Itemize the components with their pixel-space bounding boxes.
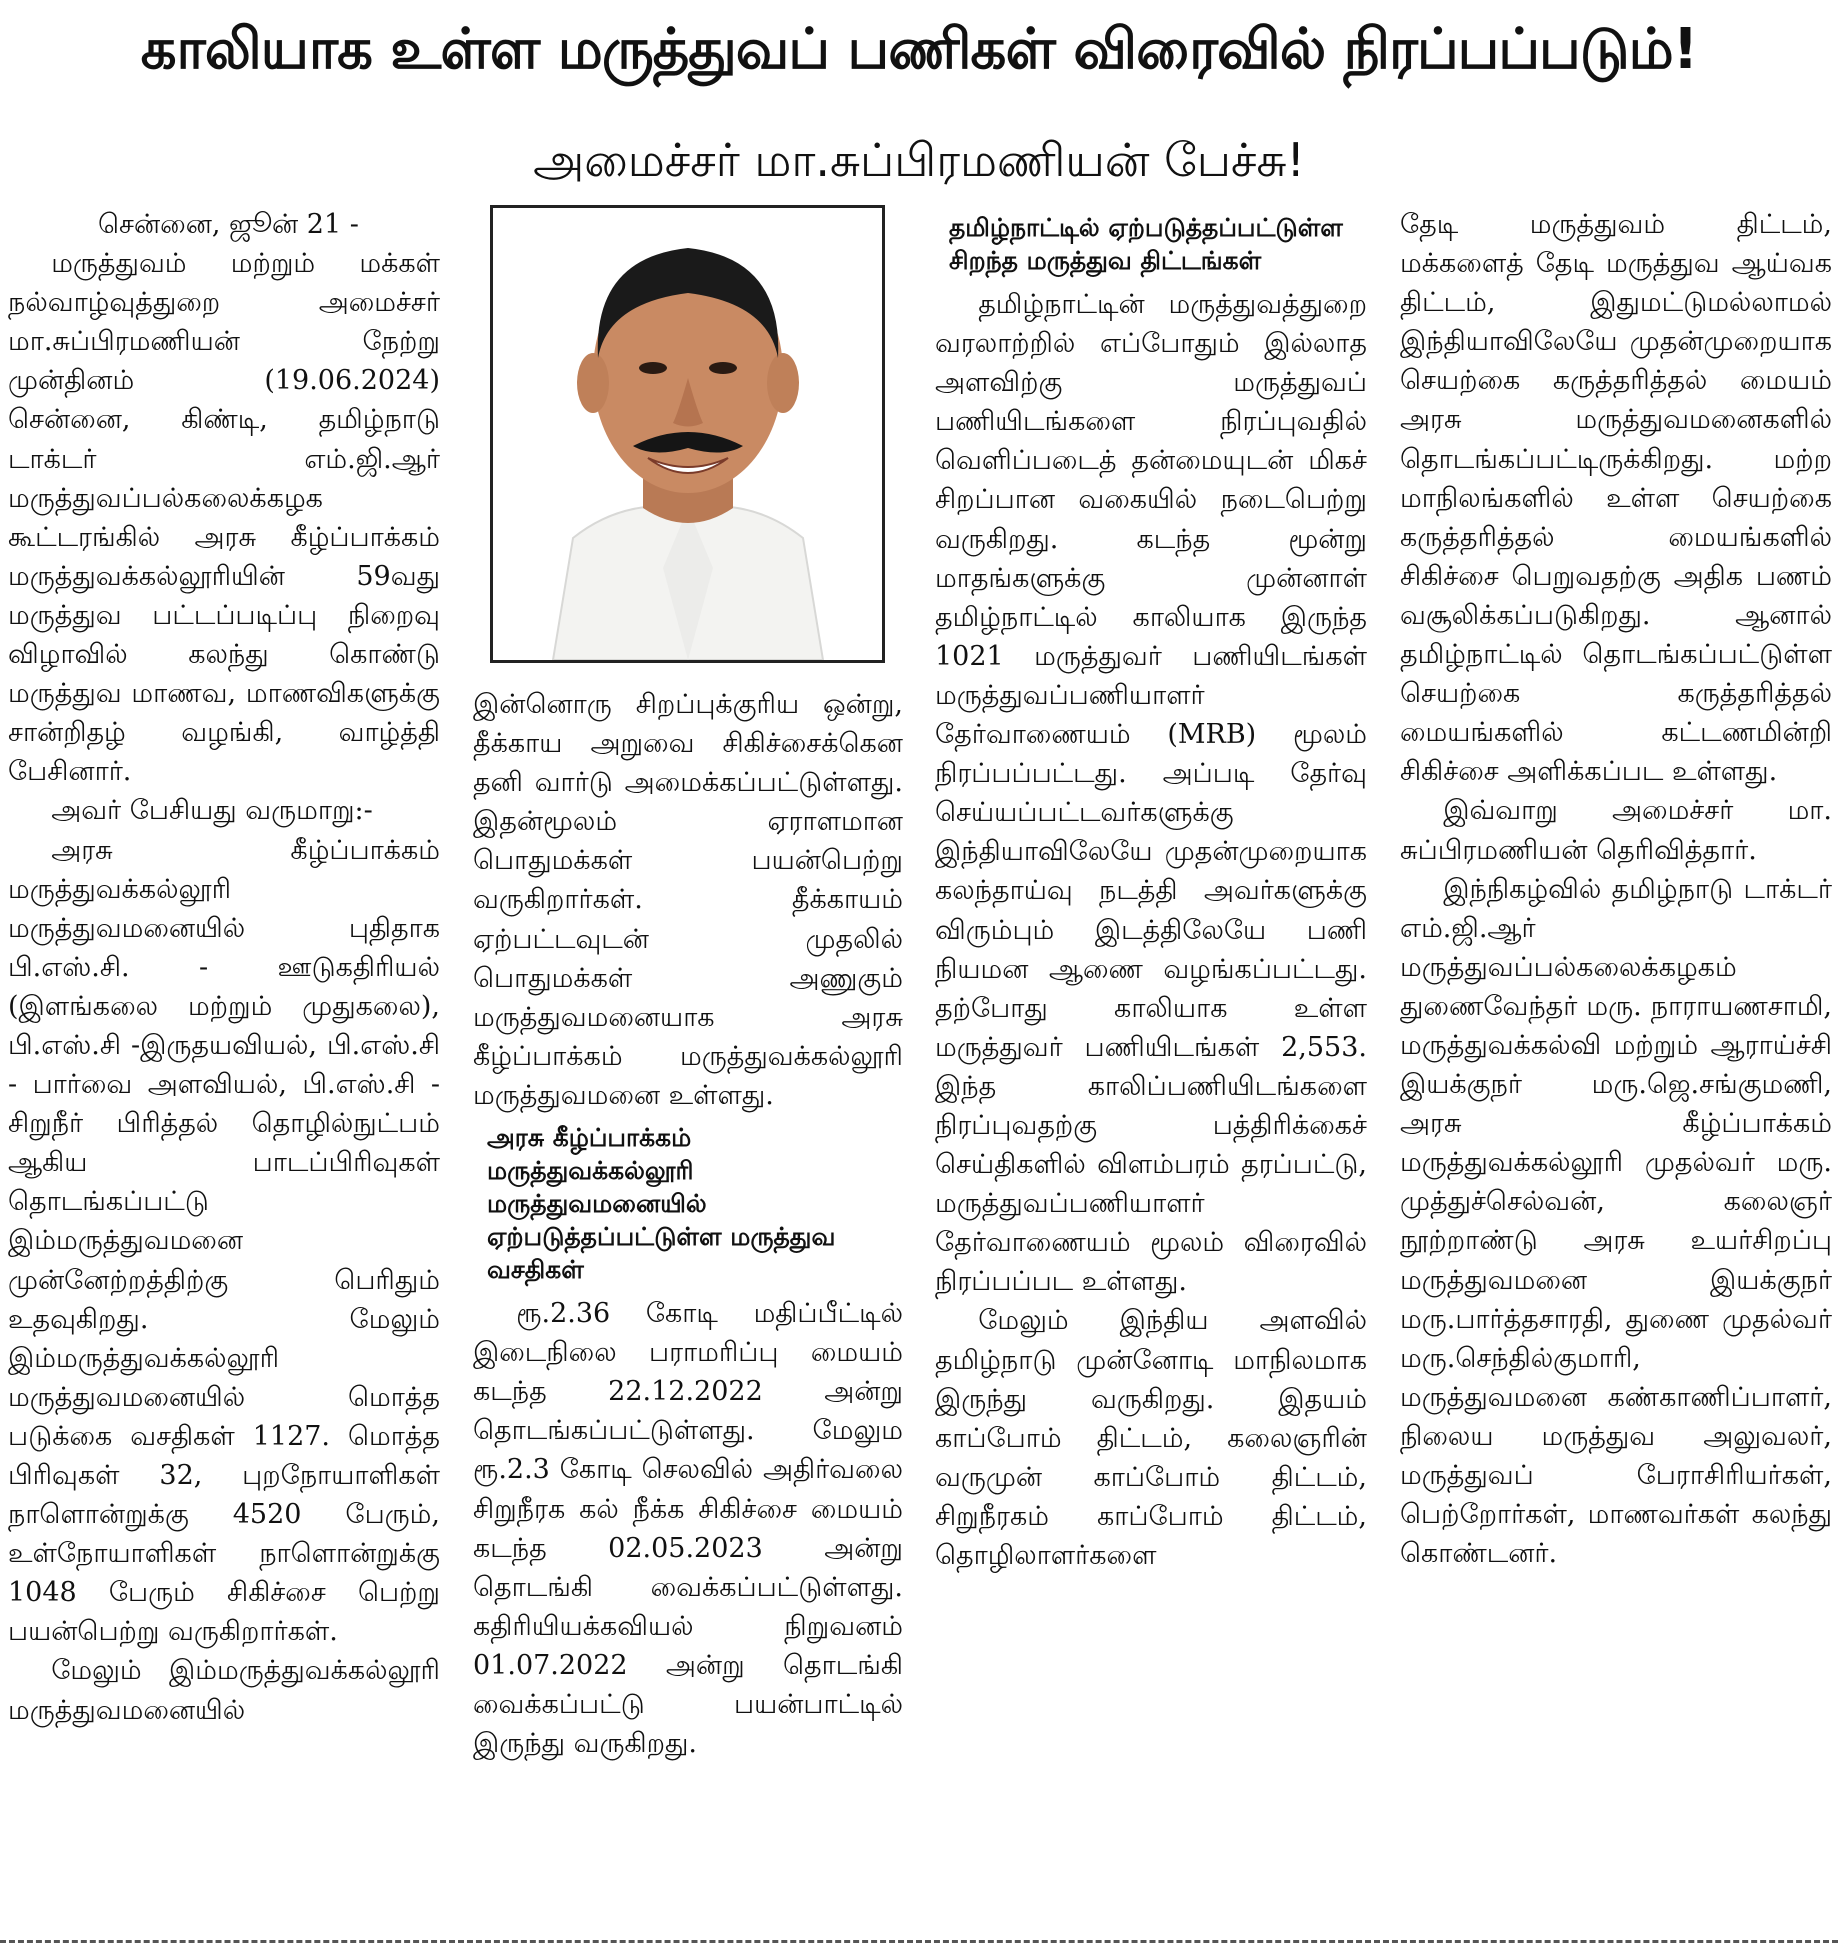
paragraph: அரசு கீழ்ப்பாக்கம் மருத்துவக்கல்லூரி மருத்துவமனையில் புதிதாக பி.எஸ்.சி. - ஊடுகதிரியல் (இளங்கலை மற்றும் முதுகலை), பி.எஸ்.சி -இருதயவியல், பி.எஸ்.சி - பார்வை அளவியல், பி.எஸ்.சி - சிறுநீர் பிரித்தல் தொழில்நுட்பம் ஆகிய பாடப்பிரிவுகள் தொடங்கப்பட்டு இம்மருத்துவமனை முன்னேற்றத்திற்கு பெரிதும் உதவுகிறது. மேலும் இம்மருத்துவக்கல்லூரி மருத்துவமனையில் மொத்த படுக்கை வசதிகள் 1127. மொத்த பிரிவுகள் 32, புறநோயாளிகள் நாளொன்றுக்கு 4520 பேரும், உள்நோயாளிகள் நாளொன்றுக்கு 1048 பேரும் சிகிச்சை பெற்று பயன்பெற்று வருகிறார்கள். <box>8 834 440 1648</box>
minister-photo <box>490 205 885 663</box>
paragraph: இந்நிகழ்வில் தமிழ்நாடு டாக்டர் எம்.ஜி.ஆர் மருத்துவப்பல்கலைக்கழகம் துணைவேந்தர் மரு. நாராயணசாமி, மருத்துவக்கல்வி மற்றும் ஆராய்ச்சி இயக்குநர் மரு.ஜெ.சங்குமணி, அரசு கீழ்ப்பாக்கம் மருத்துவக்கல்லூரி முதல்வர் மரு. முத்துச்செல்வன், கலைஞர் நூற்றாண்டு அரசு உயர்சிறப்பு மருத்துவமனை இயக்குநர் மரு.பார்த்தசாரதி, துணை முதல்வர் மரு.செந்தில்குமாரி, மருத்துவமனை கண்காணிப்பாளர், நிலைய மருத்துவ அலுவலர், மருத்துவப் பேராசிரியர்கள், பெற்றோர்கள், மாணவர்கள் கலந்து கொண்டனர். <box>1400 873 1832 1570</box>
cut-line-divider <box>0 1940 1838 1943</box>
subheadline: அமைச்சர் மா.சுப்பிரமணியன் பேச்சு! <box>533 133 1305 187</box>
paragraph: மருத்துவம் மற்றும் மக்கள் நல்வாழ்வுத்துறை அமைச்சர் மா.சுப்பிரமணியன் நேற்று முன்தினம் (19.06.2024) சென்னை, கிண்டி, தமிழ்நாடு டாக்டர் எம்.ஜி.ஆர் மருத்துவப்பல்கலைக்கழக கூட்டரங்கில் அரசு கீழ்ப்பாக்கம் மருத்துவக்கல்லூரியின் 59வது மருத்துவ பட்டப்படிப்பு நிறைவு விழாவில் கலந்து கொண்டு மருத்துவ மாணவ, மாணவிகளுக்கு சான்றிதழ் வழங்கி, வாழ்த்தி பேசினார். <box>8 248 440 788</box>
paragraph: மேலும் இம்மருத்துவக்கல்லூரி மருத்துவமனையில் <box>8 1655 440 1726</box>
headline: காலியாக உள்ள மருத்துவப் பணிகள் விரைவில் நிரப்பப்படும்! <box>140 17 1698 82</box>
article-column-2 <box>473 685 903 1763</box>
article-column-3 <box>935 205 1367 1575</box>
dateline: சென்னை, ஜூன் 21 - <box>98 209 359 240</box>
paragraph: அவர் பேசியது வருமாறு:- <box>51 795 373 827</box>
article-column-1 <box>8 205 440 1730</box>
article-column-4 <box>1400 205 1832 1573</box>
section-heading: தமிழ்நாட்டில் ஏற்படுத்தப்பட்டுள்ள சிறந்த மருத்துவ திட்டங்கள் <box>949 213 1343 275</box>
section-heading: அரசு கீழ்ப்பாக்கம் மருத்துவக்கல்லூரி மருத்துவமனையில் ஏற்படுத்தப்பட்டுள்ள மருத்துவ வசதிகள் <box>487 1123 836 1285</box>
paragraph: மேலும் இந்திய அளவில் தமிழ்நாடு முன்னோடி மாநிலமாக இருந்து வருகிறது. இதயம் காப்போம் திட்டம், கலைஞரின் வருமுன் காப்போம் திட்டம், சிறுநீரகம் காப்போம் திட்டம், தொழிலாளர்களை <box>935 1305 1367 1571</box>
paragraph: ரூ.2.36 கோடி மதிப்பீட்டில் இடைநிலை பராமரிப்பு மையம் கடந்த 22.12.2022 அன்று தொடங்கப்பட்டுள்ளது. மேலும ரூ.2.3 கோடி செலவில் அதிர்வலை சிறுநீரக கல் நீக்க சிகிச்சை மையம் கடந்த 02.05.2023 அன்று தொடங்கி வைக்கப்பட்டுள்ளது. கதிரியியக்கவியல் நிறுவனம் 01.07.2022 அன்று தொடங்கி வைக்கப்பட்டு பயன்பாட்டில் இருந்து வருகிறது. <box>473 1298 903 1760</box>
portrait-icon <box>493 208 882 660</box>
paragraph: தேடி மருத்துவம் திட்டம், மக்களைத் தேடி மருத்துவ ஆய்வக திட்டம், இதுமட்டுமல்லாமல் இந்தியாவிலேயே முதன்முறையாக செயற்கை கருத்தரித்தல் மையம் அரசு மருத்துவமனைகளில் தொடங்கப்பட்டிருக்கிறது. மற்ற மாநிலங்களில் உள்ள செயற்கை கருத்தரித்தல் மையங்களில் சிகிச்சை பெறுவதற்கு அதிக பணம் வசூலிக்கப்படுகிறது. ஆனால் தமிழ்நாட்டில் தொடங்கப்பட்டுள்ள செயற்கை கருத்தரித்தல் மையங்களில் கட்டணமின்றி சிகிச்சை அளிக்கப்பட உள்ளது. <box>1400 209 1832 788</box>
paragraph: தமிழ்நாட்டின் மருத்துவத்துறை வரலாற்றில் எப்போதும் இல்லாத அளவிற்கு மருத்துவப் பணியிடங்களை நிரப்புவதில் வெளிப்படைத் தன்மையுடன் மிகச் சிறப்பான வகையில் நடைபெற்று வருகிறது. கடந்த மூன்று மாதங்களுக்கு முன்னாள் தமிழ்நாட்டில் காலியாக இருந்த 1021 மருத்துவர் பணியிடங்கள் மருத்துவப்பணியாளர் தேர்வாணையம் (MRB) மூலம் நிரப்பப்பட்டது. அப்படி தேர்வு செய்யப்பட்டவர்களுக்கு இந்தியாவிலேயே முதன்முறையாக கலந்தாய்வு நடத்தி அவர்களுக்கு விரும்பும் இடத்திலேயே பணி நியமன ஆணை வழங்கப்பட்டது. தற்போது காலியாக உள்ள மருத்துவர் பணியிடங்கள் 2,553. இந்த காலிப்பணியிடங்களை நிரப்புவதற்கு பத்திரிக்கைச் செய்திகளில் விளம்பரம் தரப்பட்டு, மருத்துவப்பணியாளர் தேர்வாணையம் மூலம் விரைவில் நிரப்பப்பட உள்ளது. <box>935 289 1367 1298</box>
paragraph: இவ்வாறு அமைச்சர் மா. சுப்பிரமணியன் தெரிவித்தார். <box>1400 795 1832 866</box>
paragraph: இன்னொரு சிறப்புக்குரிய ஒன்று, தீக்காய அறுவை சிகிச்சைக்கென தனி வார்டு அமைக்கப்பட்டுள்ளது. இதன்மூலம் ஏராளமான பொதுமக்கள் பயன்பெற்று வருகிறார்கள். தீக்காயம் ஏற்பட்டவுடன் முதலில் பொதுமக்கள் அணுகும் மருத்துவமனையாக அரசு கீழ்ப்பாக்கம் மருத்துவக்கல்லூரி மருத்துவமனை உள்ளது. <box>473 689 903 1111</box>
